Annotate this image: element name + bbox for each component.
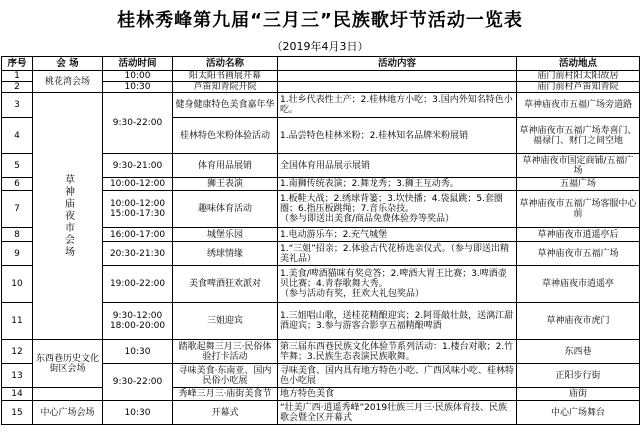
cell-no: 3 xyxy=(2,93,33,118)
header-content: 活动内容 xyxy=(278,57,517,71)
cell-no: 1 xyxy=(2,71,33,82)
header-time: 活动时间 xyxy=(103,57,173,71)
cell-time: 9:30-12:00 18:00-20:00 xyxy=(103,303,173,340)
cell-name: 趣味体育活动 xyxy=(173,191,278,228)
header-place: 活动地点 xyxy=(517,57,640,71)
cell-place: 草神庙夜市五福广场 xyxy=(517,242,640,266)
cell-place: 草神庙夜市国定商铺/五福广场 xyxy=(517,154,640,178)
cell-no: 11 xyxy=(2,303,33,340)
cell-time: 10:30 xyxy=(103,340,173,364)
cell-content xyxy=(278,71,517,82)
venue-label-vertical: 草神庙夜市会场 xyxy=(62,174,74,258)
cell-venue: 东西巷历史文化街区会场 xyxy=(33,340,103,388)
cell-place: 庙街 xyxy=(517,388,640,401)
cell-no: 9 xyxy=(2,242,33,266)
cell-time: 9:30-22:00 xyxy=(103,364,173,401)
header-name: 活动名称 xyxy=(173,57,278,71)
cell-no: 7 xyxy=(2,191,33,228)
cell-content: 1.三姐唱山歌，送桂花精酿迎宾；2.阿哥敲壮鼓，送漓江甜酒迎宾；3.参与游客合影享五福精酿啤酒 xyxy=(278,303,517,340)
cell-name: 桂林特色米粉体验活动 xyxy=(173,118,278,154)
page-title: 桂林秀峰第九届“三月三”民族歌圩节活动一览表 xyxy=(117,10,523,31)
table-row xyxy=(2,93,640,118)
cell-place: 中心广场舞台 xyxy=(517,401,640,425)
cell-time: 9:30-22:00 xyxy=(103,93,173,154)
cell-time: 16:00-17:00 xyxy=(103,228,173,242)
cell-venue: 中心广场会场 xyxy=(33,401,103,425)
cell-place: 草神庙夜市逍遥亭 xyxy=(517,266,640,303)
cell-place: 东西巷 xyxy=(517,340,640,364)
table-row xyxy=(2,71,640,82)
cell-place: 草神庙夜市逍遥亭后 xyxy=(517,228,640,242)
cell-name: 秀峰三月三·庙街美食节 xyxy=(173,388,278,401)
table-row xyxy=(2,340,640,364)
cell-name: 健身健康特色美食嘉年华 xyxy=(173,93,278,118)
cell-name: 狮王表演 xyxy=(173,178,278,191)
cell-content: 全国体育用品展示展销 xyxy=(278,154,517,178)
cell-place: 草神庙夜市五福广场旁道路 xyxy=(517,93,640,118)
cell-content: 寻味美食、国内具有地方特色小吃、广西风味小吃、桂林特色小吃展 xyxy=(278,364,517,388)
cell-place: 五福广场 xyxy=(517,178,640,191)
table-row xyxy=(2,401,640,425)
cell-no: 4 xyxy=(2,118,33,154)
page-date: （2019年4月3日） xyxy=(271,40,369,53)
cell-no: 8 xyxy=(2,228,33,242)
cell-name: 开幕式 xyxy=(173,401,278,425)
cell-time: 9:30-21:00 xyxy=(103,154,173,178)
cell-name: 芦笛知青院开院 xyxy=(173,82,278,93)
table-header-row xyxy=(2,57,640,71)
cell-name: 绣球情缘 xyxy=(173,242,278,266)
cell-content: 1.品尝特色桂林米粉；2.桂林知名品牌米粉展销 xyxy=(278,118,517,154)
cell-content: 1.“三姐”招亲；2.体验古代花桥选亲仪式。（参与即送出精美礼品） xyxy=(278,242,517,266)
cell-content xyxy=(278,82,517,93)
cell-name: 体育用品展销 xyxy=(173,154,278,178)
cell-content: “壮美广西·逍遥秀峰”2019壮族三月三·民族体育技、民族歌会暨全区开幕式 xyxy=(278,401,517,425)
cell-place: 草神庙夜市虎门 xyxy=(517,303,640,340)
table-row xyxy=(2,388,640,401)
cell-no: 2 xyxy=(2,82,33,93)
cell-content: 1.南狮传统表演；2.舞龙秀；3.狮王互动秀。 xyxy=(278,178,517,191)
cell-name: 阳太阳书画展开幕 xyxy=(173,71,278,82)
cell-content: 1.电动游乐车；2.充气城堡 xyxy=(278,228,517,242)
cell-content: 地方特色美食 xyxy=(278,388,517,401)
cell-name: 踏歌起舞三月三·民俗体验打卡活动 xyxy=(173,340,278,364)
cell-time: 10:00 xyxy=(103,71,173,82)
cell-no: 12 xyxy=(2,340,33,364)
cell-time: 10:00-12:00 15:00-17:30 xyxy=(103,191,173,228)
cell-place: 草神庙夜市五福广场客服中心前 xyxy=(517,191,640,228)
cell-time: 10:30 xyxy=(103,82,173,93)
header-no: 序号 xyxy=(2,57,33,71)
cell-content: 第三届东西巷民族文化体验节系列活动：1.楼台对歌；2.竹竿舞；3.民族生态表演民族歌舞。 xyxy=(278,340,517,364)
cell-place: 草神庙夜市五福广场寿喜门、福禄门、财门之间空地 xyxy=(517,118,640,154)
cell-venue xyxy=(33,93,103,340)
cell-content: 1.板鞋大战；2.绣球背篓；3.坎快播；4.袋鼠跳；5.套圈圈；6.指压板跳绳；7.音乐杂技。 （参与即送出美食/商品免费体验券等奖品） xyxy=(278,191,517,228)
cell-time: 19:00-22:00 xyxy=(103,266,173,303)
cell-time: 20:30-21:30 xyxy=(103,242,173,266)
cell-name: 三姐迎宾 xyxy=(173,303,278,340)
cell-no: 13 xyxy=(2,364,33,388)
cell-no: 6 xyxy=(2,178,33,191)
cell-place: 庙门前村阳太阳故居 xyxy=(517,71,640,82)
cell-place: 正阳步行街 xyxy=(517,364,640,388)
header-venue: 会 场 xyxy=(33,57,103,71)
cell-no: 14 xyxy=(2,388,33,401)
cell-time: 10:30 xyxy=(103,401,173,425)
cell-place: 庙门前村芦笛知青院 xyxy=(517,82,640,93)
cell-venue-empty xyxy=(33,388,103,401)
cell-name: 寻味美食·东南亚、国内民俗小吃展 xyxy=(173,364,278,388)
cell-venue: 桃花湾会场 xyxy=(33,71,103,93)
activity-table xyxy=(1,56,640,425)
cell-no: 10 xyxy=(2,266,33,303)
cell-name: 城堡乐园 xyxy=(173,228,278,242)
cell-content: 1.美食/啤酒猫咪有奖竞答；2.啤酒大胃王比赛；3.啤酒壶贝比赛；4.青春歌舞大秀。 （参与活动有奖，狂欢大礼包奖品） xyxy=(278,266,517,303)
cell-no: 5 xyxy=(2,154,33,178)
cell-name: 美食啤酒狂欢派对 xyxy=(173,266,278,303)
cell-time: 10:00-12:00 xyxy=(103,178,173,191)
cell-content: 1.壮乡代表性土产；2.桂林地方小吃；3.国内外知名特色小吃。 xyxy=(278,93,517,118)
cell-no: 15 xyxy=(2,401,33,425)
